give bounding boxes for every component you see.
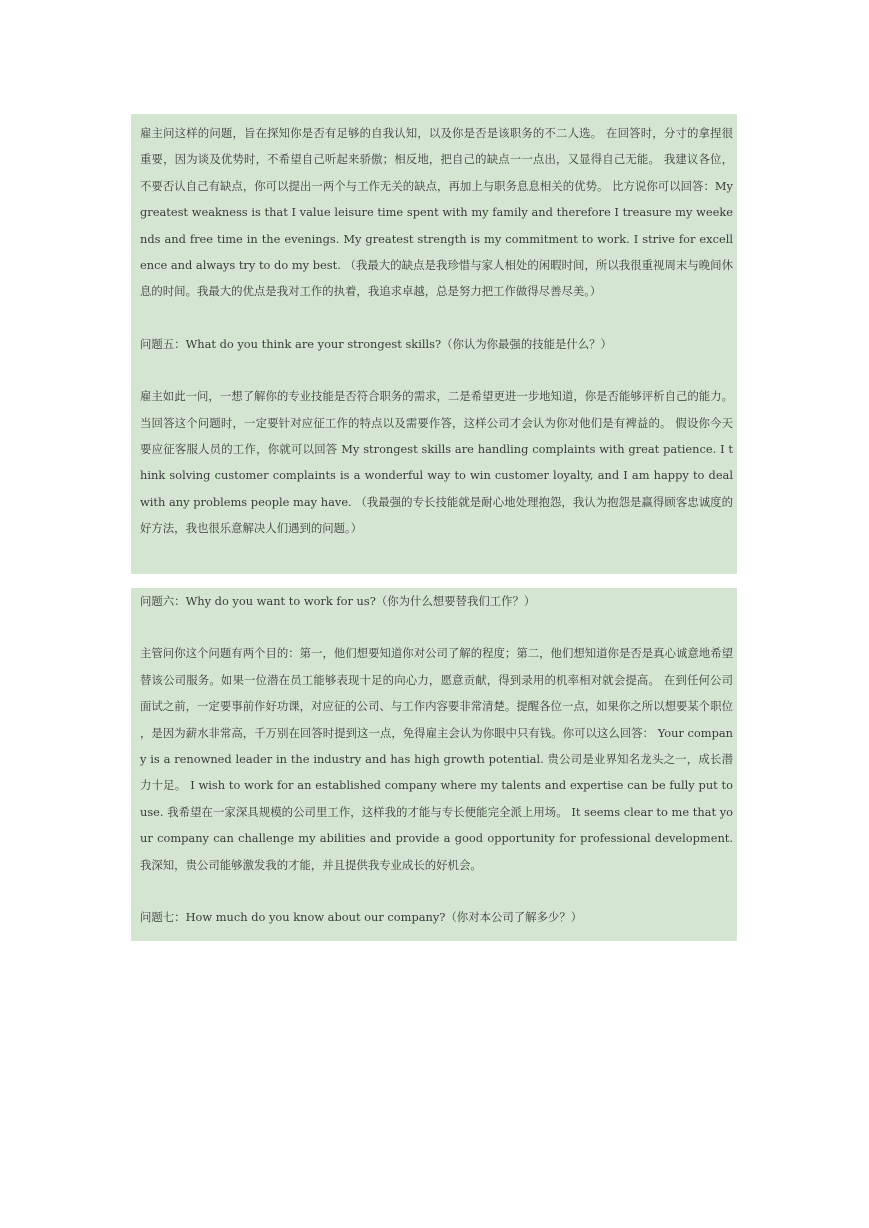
question-seven-heading: 问题七：How much do you know about our company?（你对本公司了解多少？） — [140, 910, 583, 925]
paragraph-strongest-skills-answer: 雇主如此一问，一想了解你的专业技能是否符合职务的需求，二是希望更进一步地知道，你是否能够评析自己的能力。当回答这个问题时，一定要针对应征工作的特点以及需要作答，这样公司才会认为你对他们是有裨益的。 假设你今天要应征客服人员的工作，你就可以回答 My strongest skills are handling complaints with great patience. I think solving customer complaints is a wonderful way to win customer loyalty, and I am happy to deal with any problems people may have. （我最强的专长技能就是耐心地处理抱怨，我认为抱怨是赢得顾客忠诚度的好方法，我也很乐意解决人们遇到的问题。） — [140, 389, 733, 536]
text-panel-2 — [131, 588, 737, 941]
paragraph-gap — [140, 614, 733, 640]
paragraph-gap — [140, 305, 733, 331]
paragraph-gap — [140, 357, 733, 383]
paragraph-weakness-strength-answer: 雇主问这样的问题，旨在探知你是否有足够的自我认知，以及你是否是该职务的不二人选。 在回答时，分寸的拿捏很重要，因为谈及优势时，不希望自己听起来骄傲；相反地，把自己的缺点一一点出，又显得自己无能。 我建议各位，不要否认自己有缺点，你可以提出一两个与工作无关的缺点，再加上与职务息息相关的优势。 比方说你可以回答：My greatest weakness is that I value leisure time spent with my family and therefore I treasure my weekends and free time in the evenings. My greatest strength is my commitment to work. I strive for excellence and always try to do my best. （我最大的缺点是我珍惜与家人相处的闲暇时间，所以我很重视周末与晚间休息的时间。我最大的优点是我对工作的执着，我追求卓越，总是努力把工作做得尽善尽美。） — [140, 126, 733, 299]
question-six-heading: 问题六：Why do you want to work for us?（你为什么想要替我们工作？） — [140, 594, 536, 608]
paragraph-why-work-for-us-answer: 主管问你这个问题有两个目的：第一，他们想要知道你对公司了解的程度；第二，他们想知道你是否是真心诚意地希望替该公司服务。如果一位潜在员工能够表现十足的向心力，愿意贡献，得到录用的机率相对就会提高。 在到任何公司面试之前，一定要事前作好功课，对应征的公司、与工作内容要非常清楚。提醒各位一点，如果你之所以想要某个职位，是因为薪水非常高，千万别在回答时提到这一点，免得雇主会认为你眼中只有钱。你可以这么回答： Your company is a renowned leader in the industry and has high growth potential. 贵公司是业界知名龙头之一，成长潜力十足。 I wish to work for an established company where my talents and expertise can be fully put to use. 我希望在一家深具规模的公司里工作，这样我的才能与专长便能完全派上用场。 It seems clear to me that your company can challenge my abilities and provide a good opportunity for professional development. 我深知，贵公司能够激发我的才能，并且提供我专业成长的好机会。 — [140, 646, 733, 872]
text-panel-1 — [131, 114, 737, 574]
paragraph-gap — [140, 878, 733, 904]
question-five-heading: 问题五：What do you think are your strongest skills?（你认为你最强的技能是什么？） — [140, 336, 612, 351]
